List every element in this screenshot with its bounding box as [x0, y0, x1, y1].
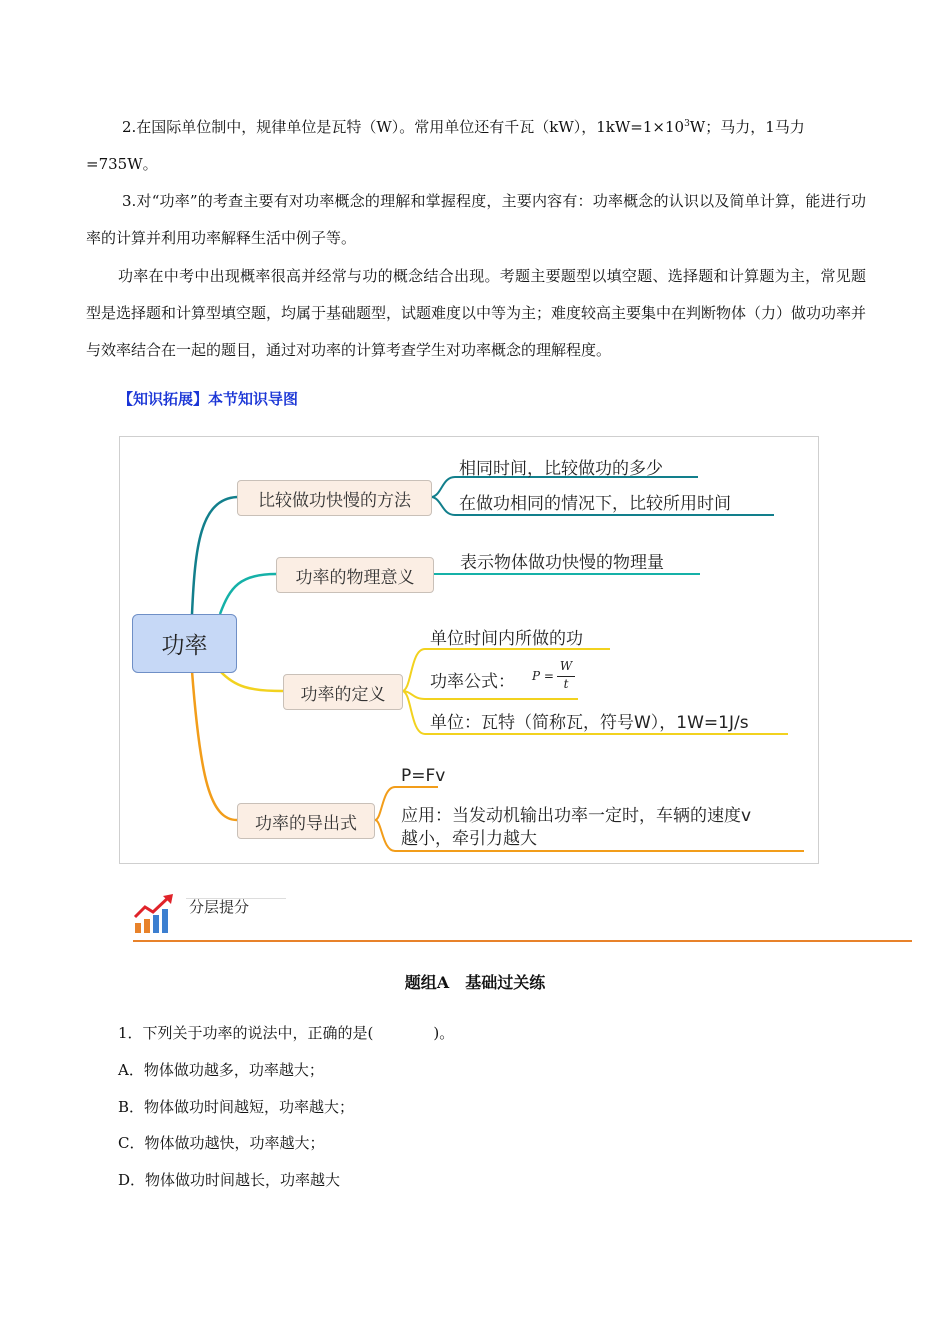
- paragraph-exam-focus-text: 3.对“功率”的考查主要有对功率概念的理解和掌握程度，主要内容有：功率概念的认识以及简单计算，能进行功率的计算并利用功率解释生活中例子等。: [86, 192, 866, 247]
- question-stem: 1．下列关于功率的说法中，正确的是( )。: [118, 1024, 455, 1042]
- connector-branch-3: [220, 671, 283, 691]
- leaf-application-1: 应用：当发动机输出功率一定时，车辆的速度v: [401, 806, 752, 826]
- mind-map-root: 功率: [132, 614, 237, 673]
- leaf-formula-label: 功率公式：: [430, 672, 515, 692]
- leaf-definition: 单位时间内所做的功: [430, 629, 583, 649]
- leaf-unit: 单位：瓦特（简称瓦，符号W），1W=1J/s: [430, 713, 749, 733]
- leaf-same-time: 相同时间，比较做功的多少: [459, 459, 663, 479]
- formula-numerator: W: [559, 659, 573, 673]
- leaf-same-work: 在做功相同的情况下，比较所用时间: [459, 494, 731, 514]
- option-b: B．物体做功时间越短，功率越大；: [118, 1098, 355, 1116]
- paragraph-si-unit-line2: =735W。: [86, 155, 158, 173]
- branch-derived-formula: 功率的导出式: [237, 803, 375, 839]
- paragraph-exam-frequency-text: 功率在中考中出现概率很高并经常与功的概念结合出现。考题主要题型以填空题、选择题和计算题为主，常见题型是选择题和计算型填空题，均属于基础题型，试题难度以中等为主；难度较高主要集中在判断物体（力）做功功率并与效率结合在一起的题目，通过对功率的计算考查学生对功率概念的理解程度。: [86, 267, 867, 359]
- paragraph-si-unit: [86, 109, 866, 183]
- branch-compare-method: 比较做功快慢的方法: [237, 480, 432, 516]
- connector-branch-1: [192, 497, 237, 614]
- mind-map: [119, 436, 819, 864]
- paragraph-exam-frequency: [86, 258, 866, 369]
- chart-growth-icon: [133, 893, 177, 937]
- leaf-meaning: 表示物体做功快慢的物理量: [460, 553, 664, 573]
- paragraph-exam-focus: [86, 183, 866, 257]
- option-d: D．物体做功时间越长，功率越大: [118, 1171, 341, 1189]
- superscript-3: 3: [684, 119, 690, 129]
- power-formula: [532, 659, 578, 697]
- option-c: C．物体做功越快，功率越大；: [118, 1134, 325, 1152]
- branch-definition: 功率的定义: [283, 674, 403, 710]
- paragraph-si-unit-text: 2.在国际单位制中，规律单位是瓦特（W）。常用单位还有千瓦（kW），1kW=1×10: [122, 118, 685, 136]
- question-group-title: 题组A 基础过关练: [404, 973, 546, 992]
- branch-physical-meaning: 功率的物理意义: [276, 557, 434, 593]
- knowledge-map-heading: 【知识拓展】本节知识导图: [118, 390, 299, 408]
- paragraph-si-unit-tail: W；马力，1马力: [689, 118, 805, 136]
- connector-branch-4: [192, 671, 237, 820]
- section-divider: [133, 940, 912, 942]
- connector-branch-2: [220, 574, 276, 614]
- leaf-pfv: P=Fv: [401, 766, 446, 786]
- formula-denominator: t: [563, 677, 569, 691]
- section-title: 分层提分: [189, 898, 250, 916]
- option-a: A．物体做功越多，功率越大；: [118, 1061, 324, 1079]
- formula-lhs: P =: [532, 669, 554, 683]
- leaf-application-2: 越小，牵引力越大: [401, 829, 537, 849]
